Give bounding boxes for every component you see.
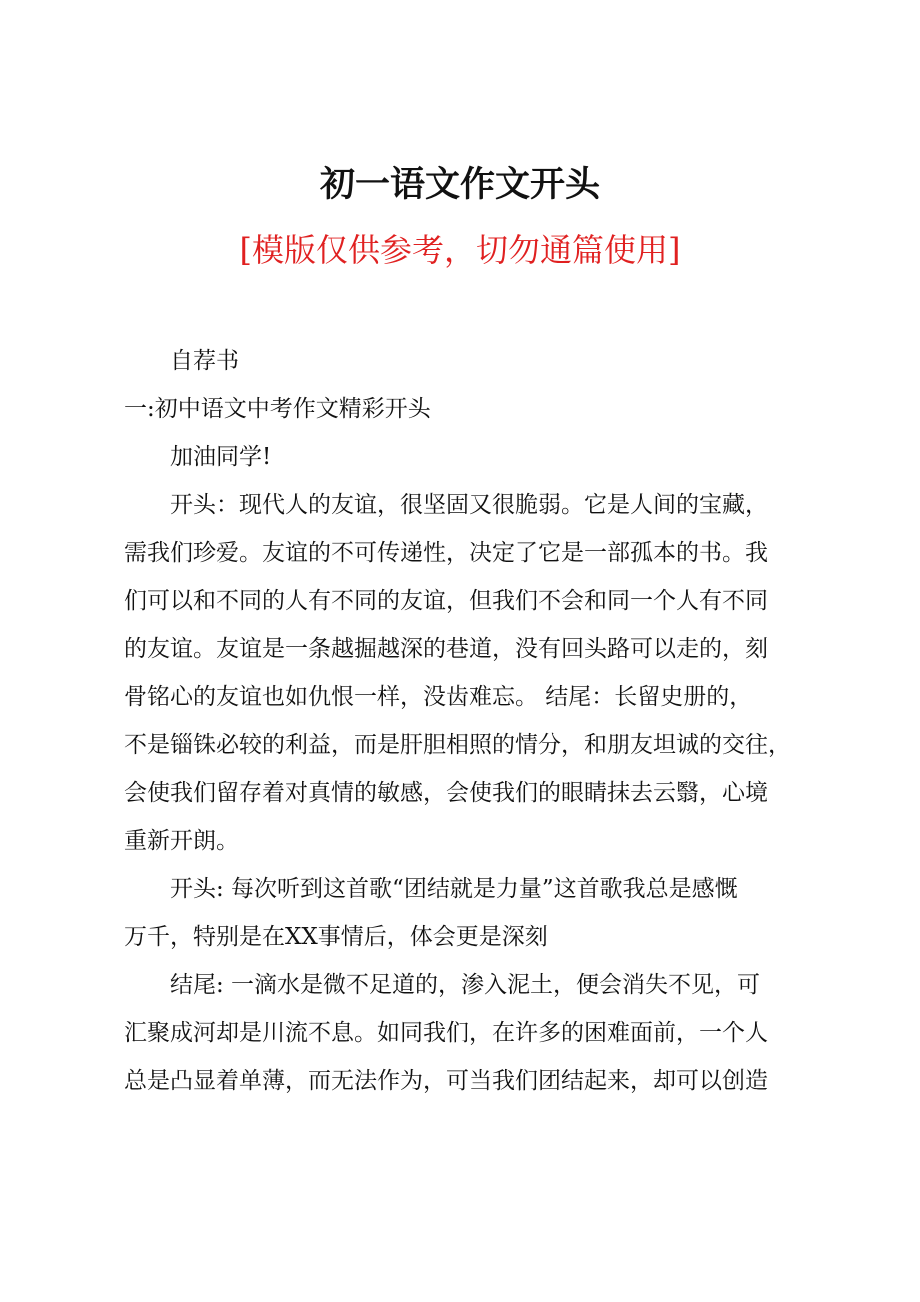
paragraph-line: 开头：现代人的友谊，很坚固又很脆弱。它是人间的宝藏，: [170, 492, 768, 518]
paragraph-unity-ending: [124, 961, 814, 1105]
paragraph-line: 的友谊。友谊是一条越掘越深的巷道，没有回头路可以走的，刻: [124, 636, 768, 662]
paragraph-encouragement: [124, 433, 814, 481]
paragraph-line: 一:初中语文中考作文精彩开头: [124, 396, 431, 422]
paragraph-self-recommendation: [124, 337, 814, 385]
paragraph-line: 会使我们留存着对真情的敏感，会使我们的眼睛抹去云翳，心境: [124, 780, 768, 806]
paragraph-line: 结尾: 一滴水是微不足道的，渗入泥土，便会消失不见，可: [170, 972, 761, 998]
paragraph-friendship: [124, 481, 814, 865]
paragraph-line: 汇聚成河却是川流不息。如同我们，在许多的困难面前，一个人: [124, 1020, 768, 1046]
paragraph-line: 万千，特别是在XX事情后，体会更是深刻: [124, 924, 548, 950]
paragraph-unity-opening: [124, 865, 814, 961]
paragraph-line: 需我们珍爱。友谊的不可传递性，决定了它是一部孤本的书。我: [124, 540, 768, 566]
paragraph-line: 加油同学!: [170, 444, 272, 470]
document-title: 初一语文作文开头: [319, 164, 600, 205]
paragraph-section-heading: [124, 385, 814, 433]
paragraph-line: 总是凸显着单薄，而无法作为，可当我们团结起来，却可以创造: [124, 1068, 768, 1094]
document-subtitle: [模版仅供参考，切勿通篇使用]: [239, 231, 681, 269]
paragraph-line: 开头: 每次听到这首歌“团结就是力量”这首歌我总是感慨: [170, 876, 738, 902]
paragraph-line: 自荐书: [170, 348, 239, 374]
paragraph-line: 不是锱铢必较的利益，而是肝胆相照的情分，和朋友坦诚的交往，: [124, 732, 791, 758]
document-body: [124, 337, 814, 1105]
paragraph-line: 们可以和不同的人有不同的友谊，但我们不会和同一个人有不同: [124, 588, 768, 614]
paragraph-line: 骨铭心的友谊也如仇恨一样，没齿难忘。 结尾：长留史册的，: [124, 684, 753, 710]
paragraph-line: 重新开朗。: [124, 828, 239, 854]
